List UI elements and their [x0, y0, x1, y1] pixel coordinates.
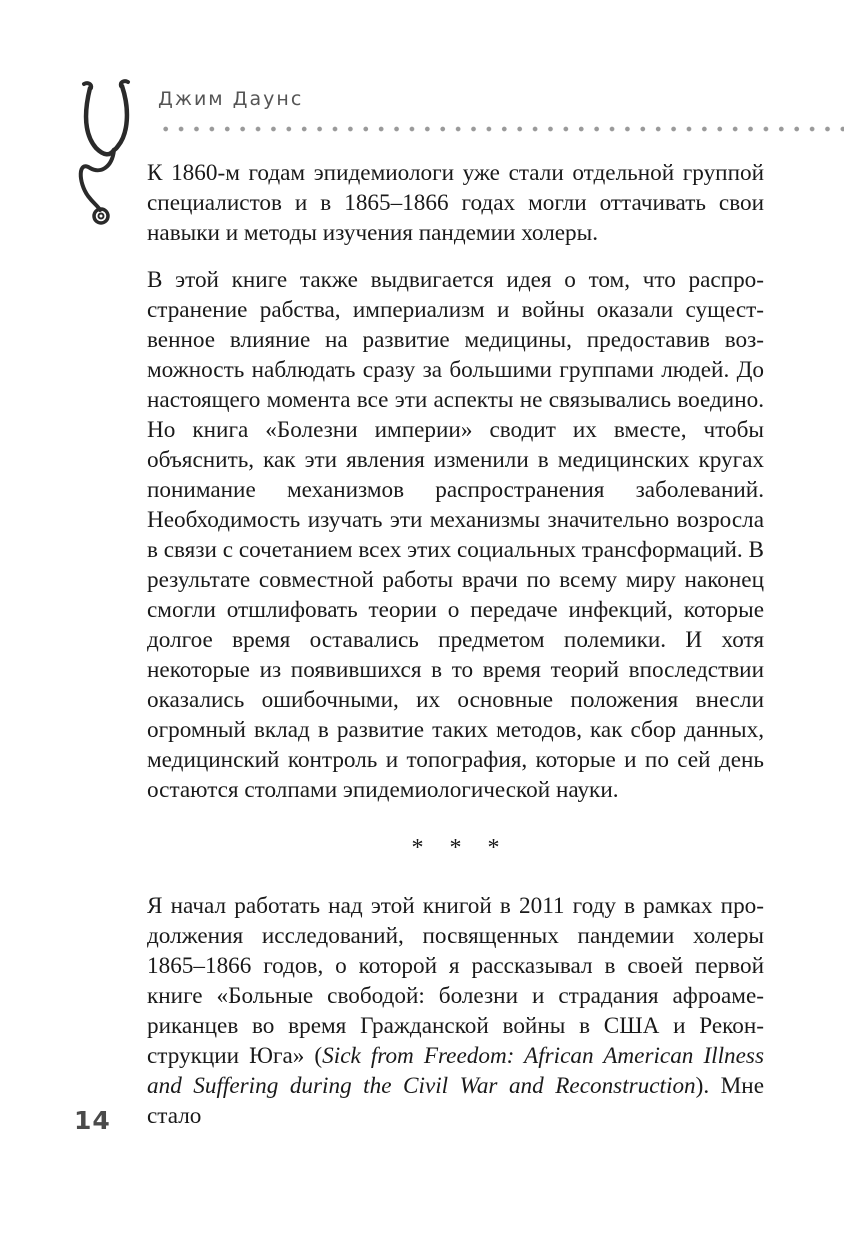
- paragraph-text: ). Мне стало: [147, 1073, 764, 1129]
- paragraph: [147, 891, 764, 1131]
- stethoscope-icon: [70, 78, 142, 228]
- paragraph-text: Я начал работать над этой книгой в 2011 году в рамках продолжения исследований, посвященных пандемии холеры 1865–1866 годов, о которой я рассказывал в своей первой книге «Больные свободой: болезни и страдания афроамериканцев во время Гражданской войны в США и Реконструкции Юга» (: [147, 893, 764, 1069]
- italic-book-title: Sick from Freedom: African American Illness and Suffering during the Civil War and Reconstruction: [147, 1043, 764, 1099]
- body-text: [147, 158, 764, 1148]
- page-number: 14: [74, 1106, 111, 1135]
- running-header-author: Джим Даунс: [158, 88, 304, 110]
- paragraph: К 1860-м годам эпидемиологи уже стали отдельной группой специалистов и в 1865–1866 годах могли оттачивать свои навыки и методы изучения пандемии холеры.: [147, 160, 764, 246]
- paragraph: В этой книге также выдвигается идея о том, что распространение рабства, империализм и войны оказали существенное влияние на развитие медицины, предоставив возможность наблюдать сразу за большими группами людей. До настоящего момента все эти аспекты не связывались воедино. Но книга «Болезни империи» сводит их вместе, чтобы объяснить, как эти явления изменили в медицинских кругах понимание механизмов распространения заболеваний. Необходимость изучать эти механизмы значительно возросла в связи с сочетанием всех этих социальных трансформаций. В результате совместной работы врачи по всему миру наконец смогли отшлифовать теории о передаче инфекций, которые долгое время оставались предметом полемики. И хотя некоторые из появившихся в то время теорий впоследствии оказались ошибочными, их основные положения внесли огромный вклад в развитие таких методов, как сбор данных, медицинский контроль и топография, которые и по сей день остаются столпами эпидемиологической науки.: [147, 267, 764, 803]
- section-separator: * * *: [411, 835, 510, 861]
- dotted-divider: [158, 124, 844, 134]
